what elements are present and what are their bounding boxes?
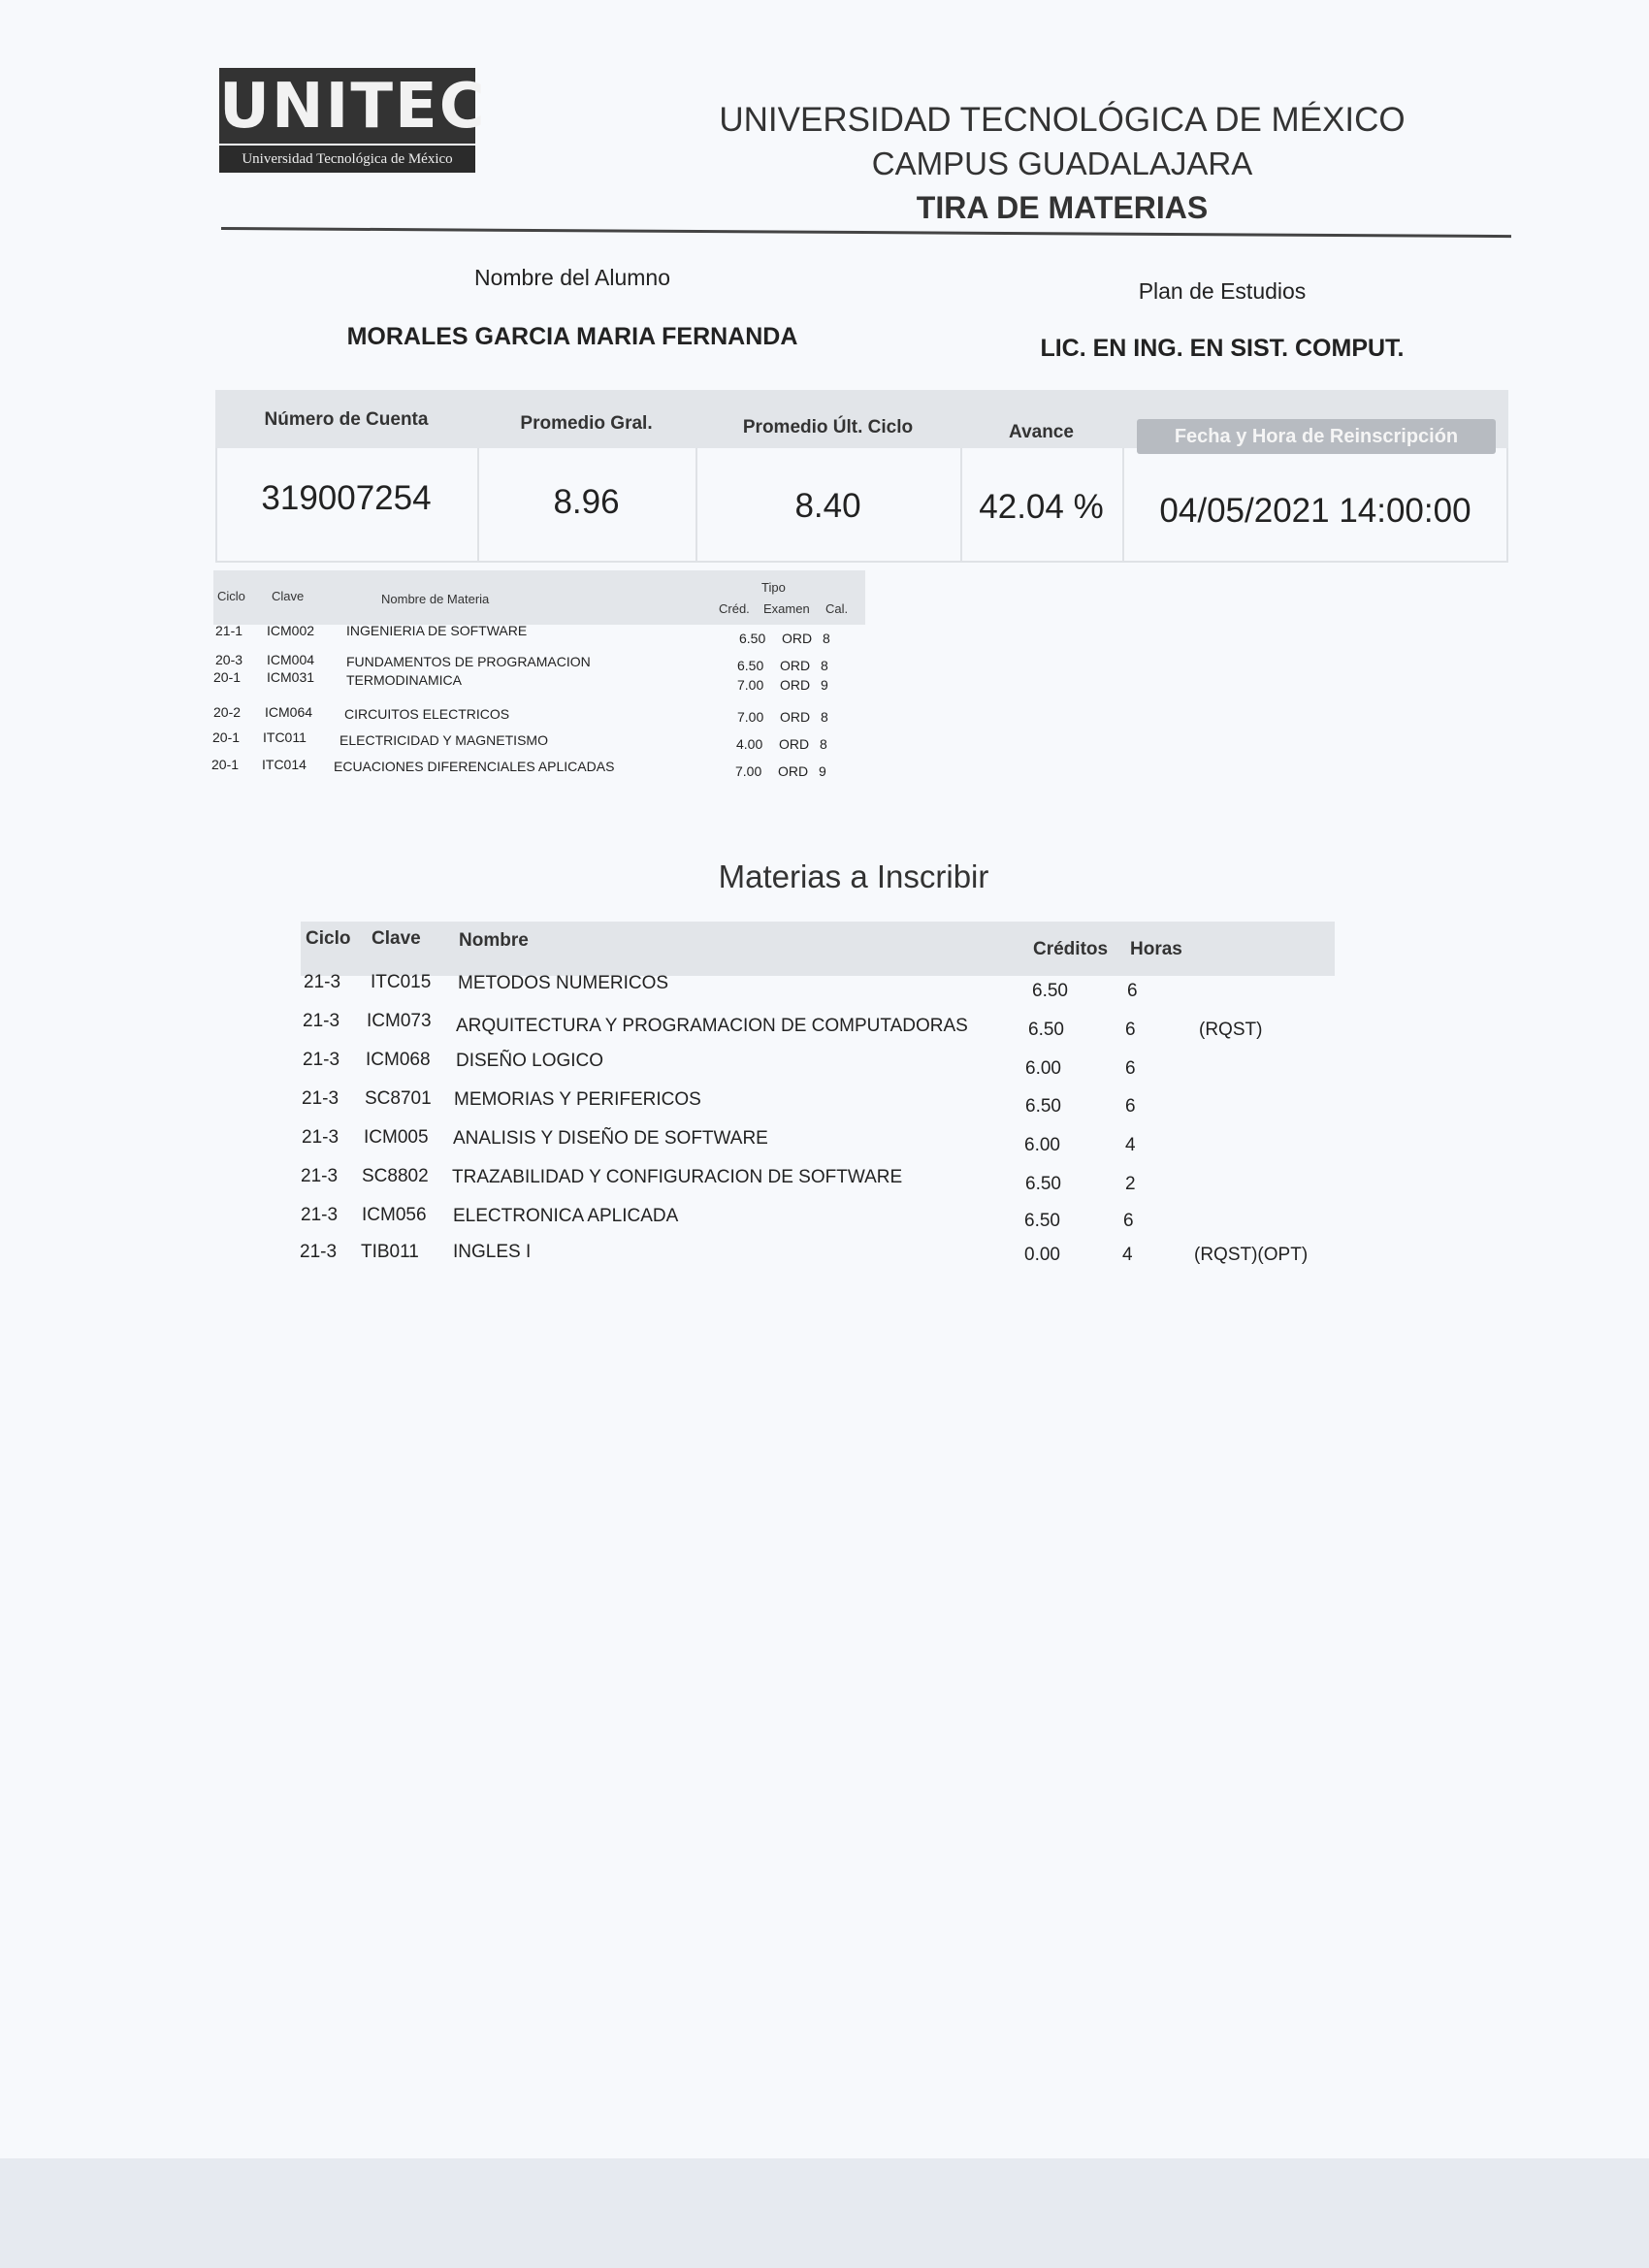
history-header-tipo: Tipo [761, 580, 786, 595]
history-cred: 7.00 [737, 709, 764, 725]
enroll-clave: ICM073 [367, 1011, 432, 1031]
history-ciclo: 21-1 [215, 623, 243, 638]
logo-wordmark: UNITEC [219, 68, 475, 144]
progress-header: Avance [1009, 422, 1074, 442]
enroll-clave: TIB011 [361, 1242, 419, 1262]
enroll-horas: 6 [1127, 981, 1138, 1001]
enroll-nombre: ELECTRONICA APLICADA [453, 1206, 679, 1226]
history-cred: 7.00 [737, 677, 764, 693]
enroll-row [303, 1050, 1331, 1079]
enroll-horas: 6 [1123, 1211, 1134, 1231]
enroll-nombre: ANALISIS Y DISEÑO DE SOFTWARE [453, 1128, 768, 1149]
last-cycle-average: 8.40 [794, 487, 861, 525]
enroll-nombre: INGLES I [453, 1242, 532, 1262]
account-number-header: Número de Cuenta [264, 409, 429, 430]
enroll-ciclo: 21-3 [304, 972, 341, 992]
enroll-ciclo: 21-3 [303, 1011, 340, 1031]
history-row [213, 623, 873, 646]
history-tipo: ORD [778, 763, 809, 779]
student-name-label: Nombre del Alumno [474, 265, 670, 290]
history-clave: ICM002 [267, 623, 315, 638]
reenrollment-datetime-header: Fecha y Hora de Reinscripción [1137, 419, 1496, 454]
history-row [213, 652, 873, 673]
student-name: MORALES GARCIA MARIA FERNANDA [346, 323, 798, 350]
stats-box [215, 390, 1508, 565]
logo-subtitle: Universidad Tecnológica de México [219, 146, 475, 173]
enroll-creditos: 6.00 [1025, 1058, 1061, 1079]
history-row [212, 729, 872, 752]
campus-name: CAMPUS GUADALAJARA [871, 146, 1253, 181]
enroll-header-nombre: Nombre [459, 930, 529, 951]
enroll-ciclo: 21-3 [303, 1050, 340, 1070]
history-header-band [213, 570, 865, 625]
history-row [211, 757, 871, 779]
history-clave: ITC011 [263, 729, 307, 745]
enroll-horas: 6 [1125, 1020, 1136, 1040]
history-tipo: ORD [782, 631, 813, 646]
unitec-logo [219, 68, 487, 177]
study-plan: LIC. EN ING. EN SIST. COMPUT. [1040, 335, 1405, 362]
history-header-clave: Clave [272, 589, 305, 603]
progress-value: 42.04 % [979, 488, 1104, 526]
history-header-ciclo: Ciclo [217, 589, 245, 603]
enroll-creditos: 0.00 [1024, 1245, 1060, 1265]
enroll-ciclo: 21-3 [302, 1127, 340, 1148]
history-ciclo: 20-3 [215, 652, 243, 667]
history-row [213, 669, 873, 693]
scan-background [0, 2158, 1649, 2268]
enroll-horas: 4 [1125, 1135, 1136, 1155]
history-header-examen: Examen [763, 601, 810, 616]
history-cal: 8 [821, 658, 828, 673]
enroll-nombre: TRAZABILIDAD Y CONFIGURACION DE SOFTWARE [452, 1167, 903, 1187]
enroll-creditos: 6.50 [1028, 1020, 1064, 1040]
enroll-clave: SC8802 [362, 1166, 429, 1186]
history-cred: 4.00 [736, 736, 763, 752]
enroll-header-clave: Clave [372, 928, 421, 949]
history-nombre: FUNDAMENTOS DE PROGRAMACION [346, 654, 591, 669]
history-cred: 7.00 [735, 763, 762, 779]
history-clave: ICM004 [267, 652, 315, 667]
enroll-nota: (RQST)(OPT) [1194, 1245, 1309, 1265]
enroll-clave: ICM068 [366, 1050, 431, 1070]
enroll-nombre: MEMORIAS Y PERIFERICOS [454, 1089, 701, 1110]
enroll-header-creditos: Créditos [1033, 939, 1109, 959]
enroll-header-ciclo: Ciclo [306, 928, 351, 949]
enroll-nota: (RQST) [1199, 1020, 1263, 1040]
enroll-creditos: 6.50 [1032, 981, 1068, 1001]
enroll-row [302, 1127, 1330, 1155]
enroll-ciclo: 21-3 [302, 1088, 340, 1109]
history-cred: 6.50 [739, 631, 766, 646]
enroll-header-horas: Horas [1130, 939, 1182, 959]
enroll-clave: ICM056 [362, 1205, 427, 1225]
history-cal: 8 [820, 736, 827, 752]
general-average-header: Promedio Gral. [520, 413, 653, 434]
institution-name: UNIVERSIDAD TECNOLÓGICA DE MÉXICO [719, 101, 1406, 139]
history-tipo: ORD [779, 736, 810, 752]
reenrollment-datetime: 04/05/2021 14:00:00 [1159, 492, 1471, 530]
enroll-row [300, 1242, 1328, 1265]
document-title: TIRA DE MATERIAS [916, 190, 1209, 225]
history-nombre: INGENIERIA DE SOFTWARE [346, 623, 528, 638]
enroll-creditos: 6.00 [1024, 1135, 1060, 1155]
enroll-horas: 2 [1125, 1174, 1136, 1194]
history-ciclo: 20-2 [213, 704, 242, 720]
enroll-clave: ICM005 [364, 1127, 429, 1148]
history-cred: 6.50 [737, 658, 764, 673]
enroll-creditos: 6.50 [1024, 1211, 1060, 1231]
enroll-clave: SC8701 [365, 1088, 432, 1109]
history-tipo: ORD [780, 709, 811, 725]
enroll-ciclo: 21-3 [301, 1205, 339, 1225]
history-nombre: ELECTRICIDAD Y MAGNETISMO [340, 732, 548, 748]
history-header-cal: Cal. [825, 601, 849, 616]
history-nombre: ECUACIONES DIFERENCIALES APLICADAS [334, 759, 615, 774]
enroll-ciclo: 21-3 [301, 1166, 339, 1186]
account-number: 319007254 [261, 479, 432, 517]
enroll-creditos: 6.50 [1025, 1096, 1061, 1117]
history-clave: ITC014 [262, 757, 307, 772]
study-plan-label: Plan de Estudios [1138, 278, 1307, 304]
history-ciclo: 20-1 [213, 669, 242, 685]
enroll-nombre: ARQUITECTURA Y PROGRAMACION DE COMPUTADORAS [456, 1016, 968, 1036]
history-cal: 8 [821, 709, 828, 725]
history-cal: 9 [821, 677, 828, 693]
enroll-row [301, 1166, 1329, 1194]
history-clave: ICM064 [265, 704, 313, 720]
last-cycle-average-header: Promedio Últ. Ciclo [742, 417, 914, 437]
enroll-row [301, 1205, 1329, 1231]
enroll-nombre: METODOS NUMERICOS [458, 973, 669, 993]
history-ciclo: 20-1 [212, 729, 241, 745]
history-header-cred: Créd. [719, 601, 750, 616]
enroll-row [304, 972, 1332, 1001]
history-nombre: CIRCUITOS ELECTRICOS [344, 706, 510, 722]
enroll-title: Materias a Inscribir [718, 859, 989, 894]
history-header-nombre: Nombre de Materia [381, 592, 490, 606]
history-tipo: ORD [780, 677, 811, 693]
history-ciclo: 20-1 [211, 757, 240, 772]
enroll-horas: 6 [1125, 1058, 1136, 1079]
history-clave: ICM031 [267, 669, 315, 685]
history-cal: 9 [819, 763, 826, 779]
history-cal: 8 [823, 631, 830, 646]
enroll-horas: 6 [1125, 1096, 1136, 1117]
enroll-ciclo: 21-3 [300, 1242, 338, 1262]
enroll-nombre: DISEÑO LOGICO [456, 1051, 604, 1071]
history-tipo: ORD [780, 658, 811, 673]
history-nombre: TERMODINAMICA [346, 672, 462, 688]
enroll-clave: ITC015 [371, 972, 432, 992]
enroll-row [302, 1088, 1330, 1117]
general-average: 8.96 [553, 483, 620, 521]
history-row [213, 704, 873, 725]
enroll-creditos: 6.50 [1025, 1174, 1061, 1194]
enroll-row [303, 1011, 1331, 1040]
enroll-horas: 4 [1122, 1245, 1133, 1265]
